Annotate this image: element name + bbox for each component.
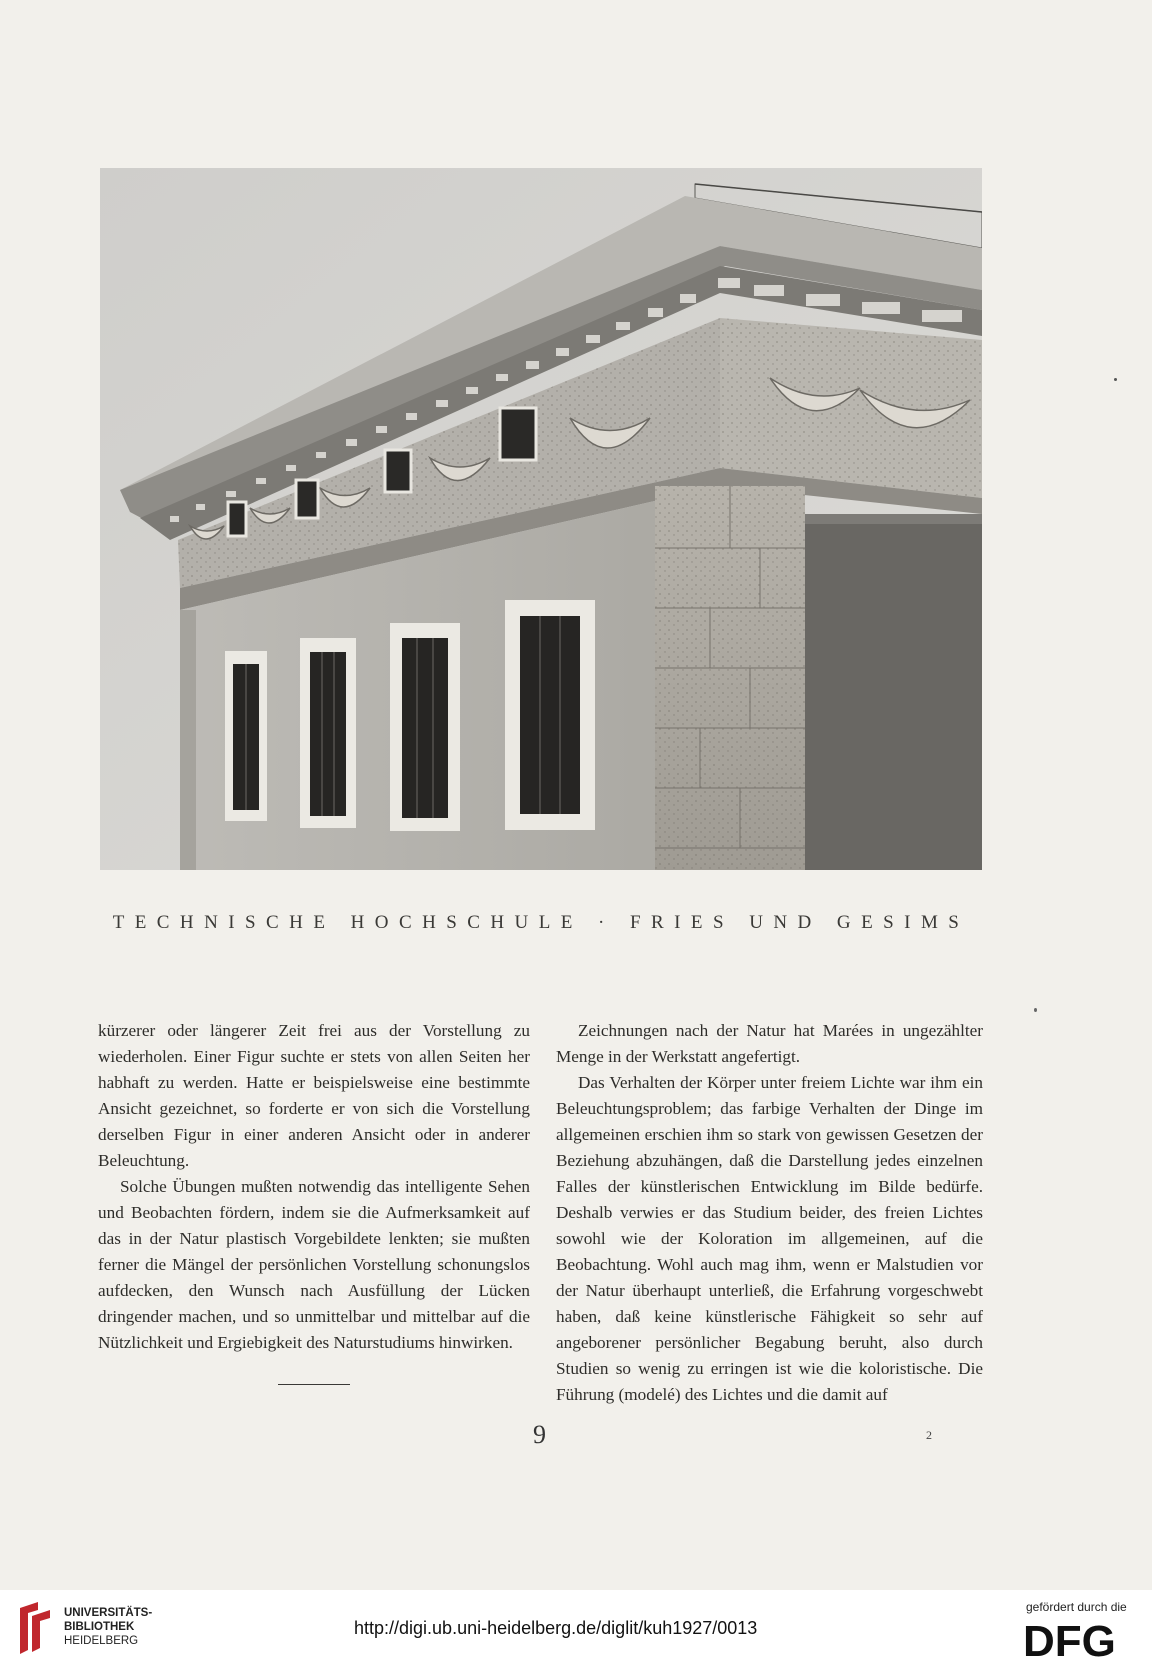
building-photograph <box>100 168 982 870</box>
library-name: UNIVERSITÄTS- BIBLIOTHEK HEIDELBERG <box>64 1607 153 1647</box>
dust-speck <box>1034 1008 1037 1012</box>
paragraph: Zeichnungen nach der Natur hat Marées in ungezählter Menge in der Werkstatt angefertigt. <box>556 1021 983 1066</box>
text-column-left <box>98 1018 530 1356</box>
building-illustration <box>100 168 982 870</box>
page-number: 9 <box>533 1420 546 1449</box>
text-column-right <box>556 1018 983 1408</box>
paragraph: kürzerer oder längerer Zeit frei aus der Vorstellung zu wiederholen. Einer Figur suchte er stets von allen Seiten her habhaft zu werden. Hatte er beispielsweise eine bestimmte Ansicht gezeichnet, so forderte er von sich die Vorstellung derselben Figur in einer anderen Ansicht oder in anderer Beleuchtung. <box>98 1021 530 1170</box>
dfg-logo-icon <box>1023 1618 1135 1660</box>
dfg-logo-text: DFG <box>1023 1618 1116 1660</box>
funding-label: gefördert durch die <box>1026 1600 1127 1614</box>
paragraph: Solche Übungen mußten notwendig das intelligente Sehen und Beobachten fördern, indem sie die Aufmerksamkeit auf das in der Natur plastisch Vorgebildete lenkten; sie mußten ferner die Mängel der persönlichen Vorstellung schonungslos aufdecken, den Wunsch nach Ausfüllung der Lücken dringender machen, und so unmittelbar und mittelbar auf die Nützlichkeit und Ergiebigkeit des Naturstudiums hinwirken. <box>98 1177 530 1352</box>
paragraph: Das Verhalten der Körper unter freiem Lichte war ihm ein Beleuchtungsproblem; das farbige Verhalten der Dinge im allgemeinen erschien ihm so stark von gewissen Gesetzen der Beziehung abzuhängen, daß die Darstellung jedes einzelnen Falles der künstlerischen Entwicklung im Bilde bedürfe. Deshalb verwies er das Studium beider, des freien Lichtes sowohl wie der Koloration im allgemeinen, auf die Beobachtung. Wohl auch mag ihm, wenn er Malstudien vor der Natur überhaupt unterließ, die Erfahrung vorgeschwebt haben, daß keine künstlerische Fähigkeit so sehr auf angeborener persönlicher Begabung beruht, also durch Studien so wenig zu erringen ist wie die koloristische. Die Führung (modelé) des Lichtes und die damit auf <box>556 1073 983 1404</box>
permalink-url[interactable]: http://digi.ub.uni-heidelberg.de/diglit/kuh1927/0013 <box>354 1618 758 1638</box>
ub-heidelberg-logo-icon <box>14 1600 56 1656</box>
dust-speck <box>1114 378 1117 381</box>
viewer-footer <box>0 1590 1152 1670</box>
signature-mark: 2 <box>926 1428 932 1442</box>
section-divider <box>278 1384 350 1385</box>
photo-caption: TECHNISCHE HOCHSCHULE · FRIES UND GESIMS <box>112 912 970 933</box>
